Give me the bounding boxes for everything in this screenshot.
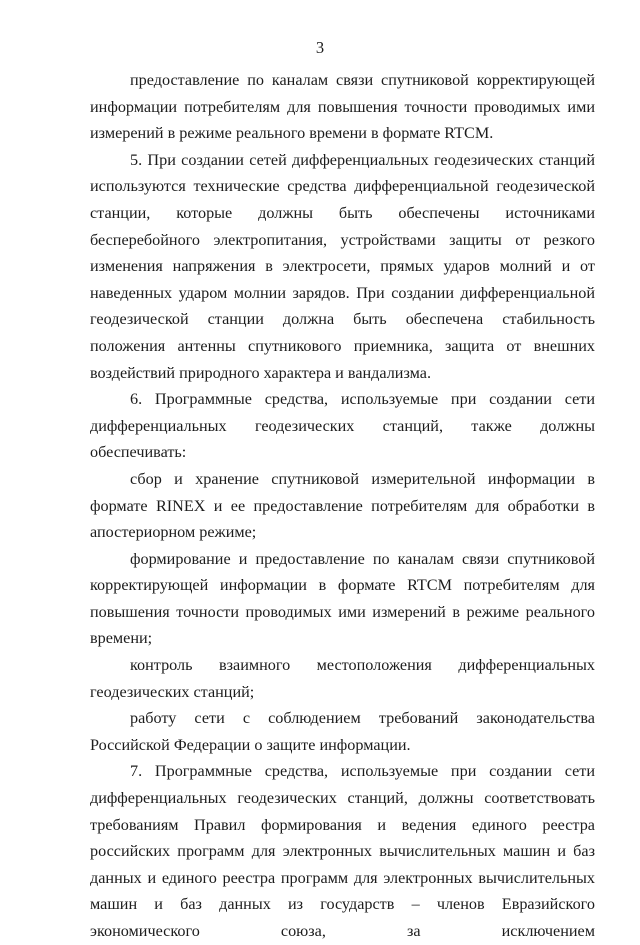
- paragraph-rtcm-continuation: предоставление по каналам связи спутниковой корректирующей информации потребителям для повышения точности проводимых ими измерений в режиме реального времени в формате RTCM.: [90, 71, 595, 143]
- page-number: 3: [315, 38, 325, 57]
- paragraph-item-5: 5. При создании сетей дифференциальных геодезических станций используются технические средства дифференциальной геодезической станции, которые должны быть обеспечены источниками бесперебойного электропитания, устройствами защиты от резкого изменения напряжения в электросети, прямых ударов молний и от наведенных ударом молнии зарядов. При создании дифференциальной геодезической станции должна быть обеспечена стабильность положения антенны спутникового приемника, защита от внешних воздействий природного характера и вандализма.: [90, 150, 595, 382]
- paragraph-item-6: 6. Программные средства, используемые при создании сети дифференциальных геодезических станций, также должны обеспечивать:: [90, 390, 595, 462]
- paragraph-item-7: 7. Программные средства, используемые при создании сети дифференциальных геодезических станций, должны соответствовать требованиям Правил формирования и ведения единого реестра российских программ для электронных вычислительных машин и баз данных и единого реестра программ для электронных вычислительных машин и баз данных из государств – членов Евразийского экономического союза, за исключением: [90, 762, 595, 940]
- paragraph-rtcm-forming: формирование и предоставление по каналам связи спутниковой корректирующей информации в формате RTCM потребителям для повышения точности проводимых ими измерений в режиме реального времени;: [90, 549, 595, 648]
- document-body: [90, 67, 595, 945]
- paragraph-security: работу сети с соблюдением требований законодательства Российской Федерации о защите информации.: [90, 709, 595, 754]
- paragraph-control: контроль взаимного местоположения дифференциальных геодезических станций;: [90, 656, 595, 701]
- paragraph-rinex: сбор и хранение спутниковой измерительной информации в формате RINEX и ее предоставление потребителям для обработки в апостериорном режиме;: [90, 469, 595, 542]
